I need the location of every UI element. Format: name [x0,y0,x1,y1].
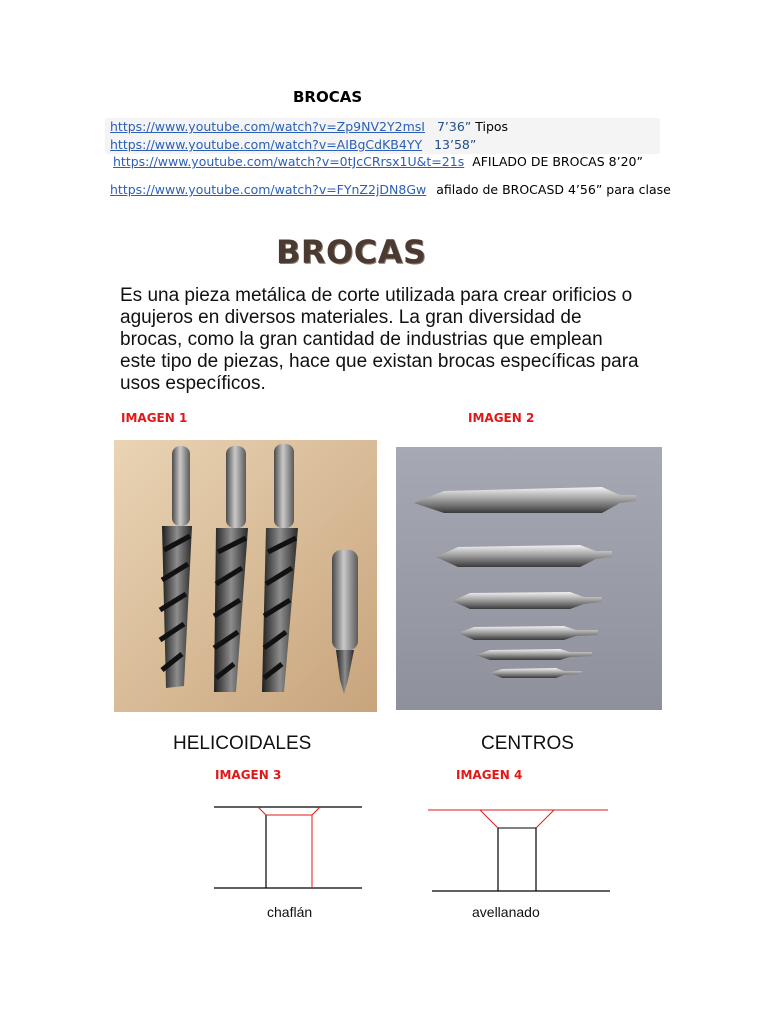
hero-title: BROCAS [276,233,427,271]
chamfer-diagram [212,798,364,894]
link-note-1: Tipos [475,119,509,134]
caption-helicoidales: HELICOIDALES [173,733,312,754]
link-duration-1: 7’36” [436,119,472,134]
link-row-3 [113,154,643,169]
link-row-2 [110,137,476,152]
link-row-4 [110,182,671,197]
youtube-link-1[interactable]: https://www.youtube.com/watch?v=Zp9NV2Y2msI [110,119,425,134]
countersink-diagram [426,802,610,894]
link-note-3: AFILADO DE BROCAS 8’20” [472,154,643,169]
chamfer-label: chaflán [267,904,313,920]
countersink-label: avellanado [472,904,540,920]
image-label-4: IMAGEN 4 [456,768,523,782]
link-duration-2: 13’58” [434,137,477,152]
document-title: BROCAS [293,88,363,106]
youtube-link-3[interactable]: https://www.youtube.com/watch?v=0tJcCRrsx1U&t=21s [113,154,465,169]
center-drills-photo [396,447,662,710]
link-row-1 [110,119,508,134]
youtube-link-4[interactable]: https://www.youtube.com/watch?v=FYnZ2jDN8Gw [110,182,427,197]
helical-drills-photo [114,440,377,712]
image-label-2: IMAGEN 2 [468,411,535,425]
hero-description: Es una pieza metálica de corte utilizada para crear orificios o agujeros en diversos materiales. La gran diversidad de brocas, como la gran cantidad de industrias que emplean este tipo de piezas, hace que existan brocas específicas para usos específicos. [120,285,639,394]
image-label-3: IMAGEN 3 [215,768,282,782]
youtube-link-2[interactable]: https://www.youtube.com/watch?v=AIBgCdKB4YY [110,137,423,152]
caption-centros: CENTROS [481,733,574,754]
image-label-1: IMAGEN 1 [121,411,188,425]
link-note-4: afilado de BROCASD 4’56” para clase [436,182,671,197]
